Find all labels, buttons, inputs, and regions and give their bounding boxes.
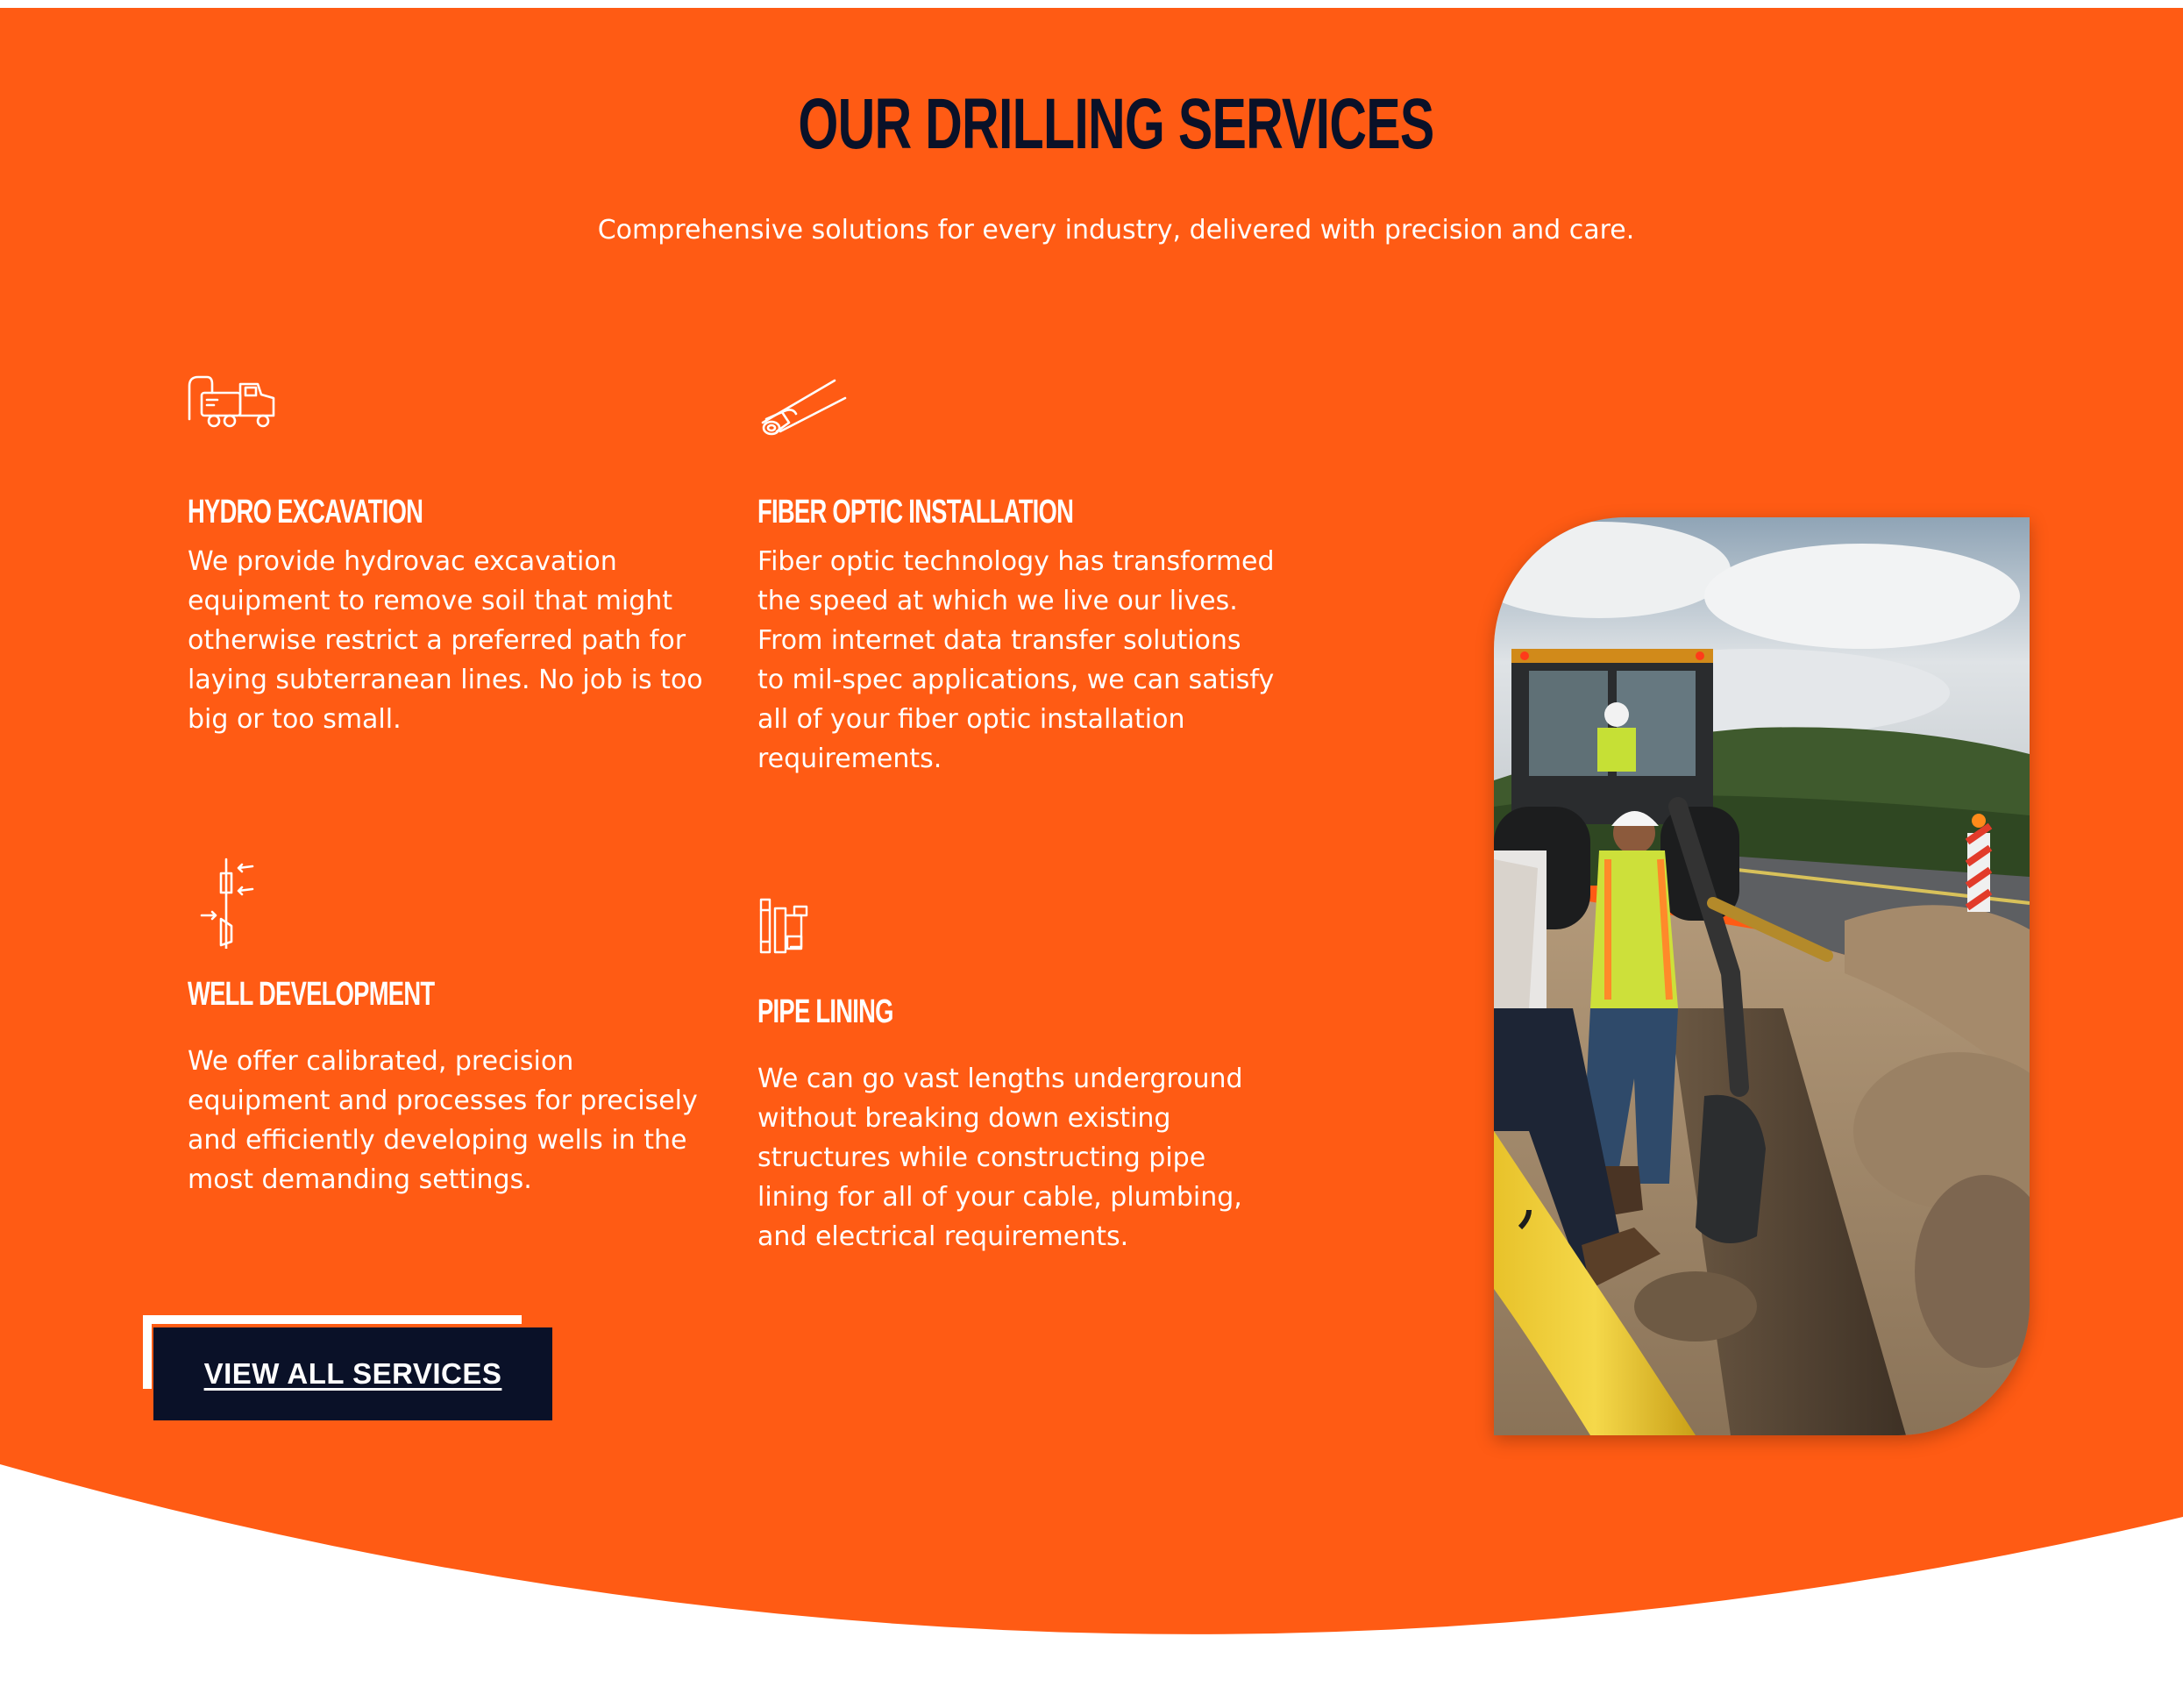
- section-title: OUR DRILLING SERVICES: [798, 84, 1434, 164]
- view-all-services-button[interactable]: VIEW ALL SERVICES: [153, 1327, 552, 1420]
- service-description: We can go vast lengths underground without breaking down existing structures while constructing pipe lining for all of your cable, plumbing, and electrical requirements.: [757, 1064, 1243, 1252]
- service-title: HYDRO EXCAVATION: [188, 494, 423, 530]
- well-drill-icon: [188, 858, 267, 949]
- service-title: FIBER OPTIC INSTALLATION: [757, 494, 1074, 530]
- service-description: We offer calibrated, precision equipment and processes for precisely and efficiently developing wells in the most demanding settings.: [188, 1046, 698, 1195]
- trench-excavation-photo: [1494, 517, 2030, 1435]
- service-description: Fiber optic technology has transformed the speed at which we live our lives. From internet data transfer solutions to mil-spec applications, we can satisfy all of your fiber optic installation requirements.: [757, 546, 1275, 774]
- fiber-cable-icon: [757, 374, 849, 437]
- construction-scene-image: [1494, 517, 2030, 1435]
- service-title: PIPE LINING: [757, 993, 893, 1030]
- service-description: We provide hydrovac excavation equipment to remove soil that might otherwise restrict a preferred path for laying subterranean lines. No job is too big or too small.: [188, 546, 703, 735]
- pipe-icon: [757, 894, 812, 956]
- view-all-services-button-wrapper: [143, 1315, 559, 1420]
- section-subtitle: Comprehensive solutions for every industry, delivered with precision and care.: [597, 215, 1635, 246]
- service-title: WELL DEVELOPMENT: [188, 976, 435, 1013]
- truck-icon: [188, 374, 279, 430]
